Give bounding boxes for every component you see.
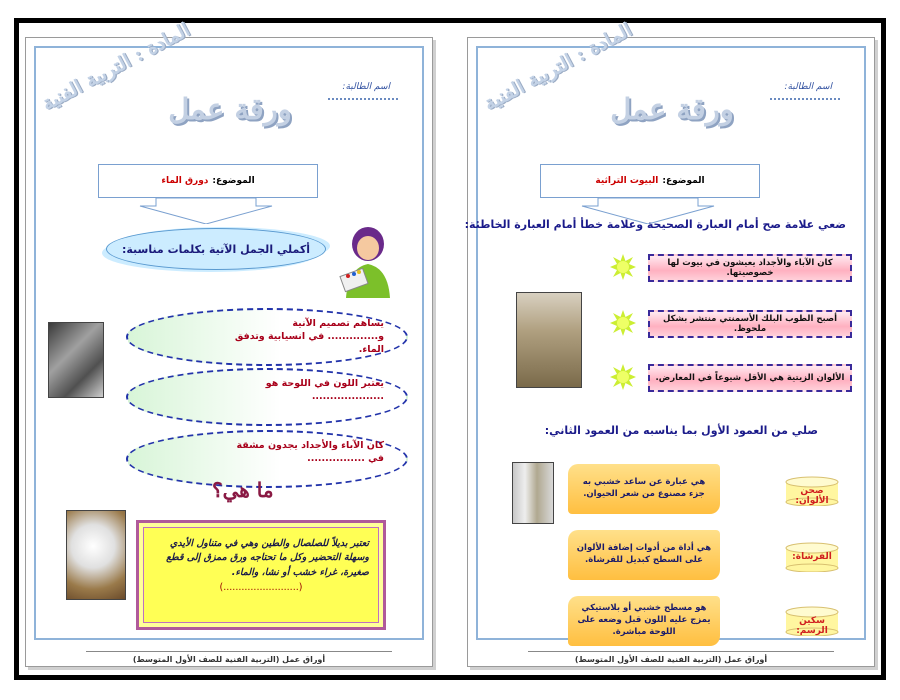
page-footer: أوراق عمل (التربية الفنية للصف الأول المتوسط) [132, 655, 326, 664]
term-cylinder-3 [784, 606, 840, 636]
student-name-label: اسم الطالبة: [784, 82, 832, 92]
down-arrow-icon [136, 198, 276, 224]
page-footer: أوراق عمل (التربية الفنية للصف الأول المتوسط) [574, 655, 768, 664]
sun-icon [610, 310, 636, 336]
footer-divider [86, 651, 392, 652]
sentence-oval-2 [126, 368, 408, 426]
worksheet-title: ورقة عمل [610, 92, 734, 126]
topic-value: البيوت التراثية [595, 176, 659, 186]
sentence-oval-1 [126, 308, 408, 366]
sentence-2: يعتبر اللون في اللوحة هو .................... [265, 378, 384, 402]
statement-box-3 [648, 364, 852, 392]
topic-value: دورق الماء [161, 176, 209, 186]
statement-box-2 [648, 310, 852, 338]
student-name-blank [328, 98, 398, 100]
subject-heading: المادة : التربية الفنية [38, 18, 194, 116]
description-1: هي عبارة عن ساعد خشبي به جزء مصنوع من شعر الحيوان. [582, 477, 706, 499]
heritage-house-photo [516, 292, 582, 388]
student-name-blank [770, 98, 840, 100]
worksheet-title: ورقة عمل [168, 92, 292, 126]
painting-tools-photo [512, 462, 554, 524]
footer-divider [528, 651, 834, 652]
term-3: سكين الرسم: [796, 616, 828, 636]
question-heading: ما هي؟ [212, 478, 274, 502]
definition-panel [136, 520, 386, 630]
term-cylinder-1 [784, 476, 840, 506]
water-jug-photo [48, 322, 104, 398]
paper-mache-photo [66, 510, 126, 600]
statement-3: الألوان الزيتية هي الأقل شيوعاً في المعارض. [655, 373, 845, 383]
instruction-cloud [106, 228, 326, 270]
girl-painting-illustration [338, 224, 398, 298]
sentence-1: يساهم تصميم الآنية و.............. في انسيابية وتدفق الماء. [234, 318, 384, 355]
statement-1: كان الآباء والأجداد يعيشون في بيوت لها خصوصيتها. [667, 258, 833, 278]
worksheet-page-left [25, 18, 433, 667]
document-frame [14, 18, 886, 680]
true-false-instruction: ضعي علامة صح أمام العبارة الصحيحة وعلامة خطأ أمام العبارة الخاطئة: [464, 218, 846, 231]
definition-text: تعتبر بديلاً للصلصال والطين وهي في متناول الأيدي وسهلة التحضير وكل ما تحتاجه ورق ممزق إلى قطع صغيرة، غراء خشب أو نشا، والماء. [166, 538, 369, 578]
description-banner-3 [568, 596, 720, 646]
term-2: الفرشاة: [792, 552, 832, 562]
description-3: هو مسطح خشبي أو بلاستيكي يمزج عليه اللون قبل وضعه على اللوحة مباشرة. [577, 603, 711, 637]
statement-box-1 [648, 254, 852, 282]
sentence-3: كان الآباء والأجداد يجدون مشقة في ................ [236, 440, 384, 464]
topic-label: الموضوع: [212, 176, 255, 186]
subject-heading: المادة : التربية الفنية [480, 18, 636, 116]
topic-box [540, 164, 760, 198]
description-banner-2 [568, 530, 720, 580]
student-name-label: اسم الطالبة: [342, 82, 390, 92]
answer-blank: (.........................) [219, 581, 303, 593]
worksheet-page-right [464, 18, 875, 667]
description-banner-1 [568, 464, 720, 514]
statement-2: أصبح الطوب البلك الأسمنتي منتشر بشكل ملحوظ. [662, 314, 838, 334]
topic-label: الموضوع: [662, 176, 705, 186]
description-2: هي أداة من أدوات إضافة الألوان على السطح كبديل للفرشاة. [576, 543, 712, 565]
topic-box [98, 164, 318, 198]
instruction-text: أكملي الجمل الآتية بكلمات مناسبة: [121, 242, 311, 256]
matching-instruction: صلي من العمود الأول بما يناسبه من العمود الثاني: [544, 424, 818, 437]
term-cylinder-2 [784, 542, 840, 572]
term-1: صحن الألوان: [795, 486, 829, 506]
sun-icon [610, 254, 636, 280]
sun-icon [610, 364, 636, 390]
